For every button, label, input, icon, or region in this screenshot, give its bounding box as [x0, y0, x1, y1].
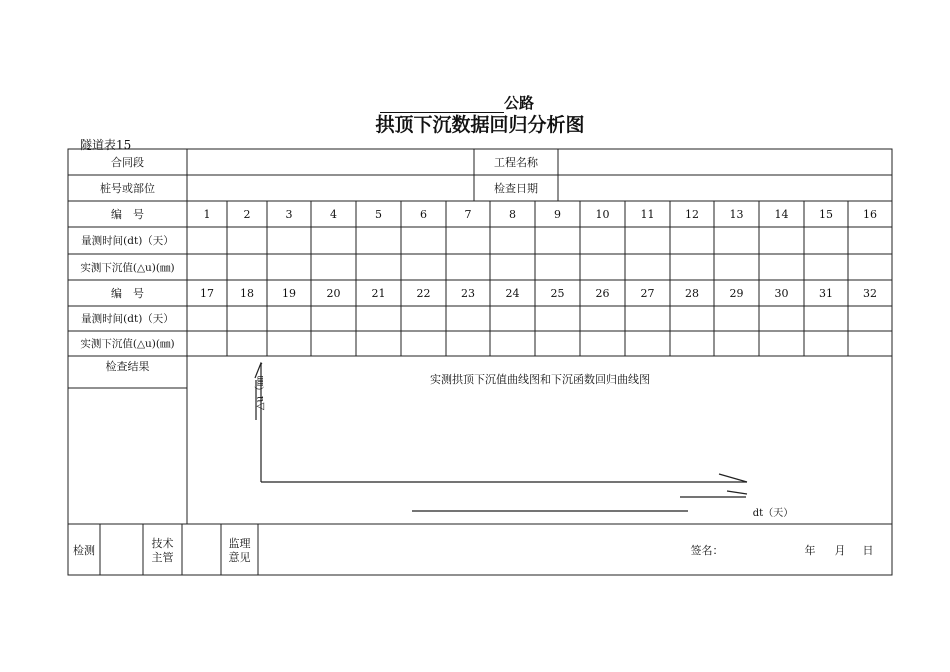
time-value-cell[interactable] [188, 228, 227, 254]
time-value-cell[interactable] [671, 307, 714, 331]
settlement-value-cell[interactable] [581, 255, 625, 280]
number-cell: 11 [640, 207, 655, 221]
time-value-cell[interactable] [447, 228, 490, 254]
number-cell: 26 [595, 286, 610, 300]
time-value-cell[interactable] [228, 228, 267, 254]
station-field[interactable] [188, 176, 474, 201]
time-value-cell[interactable] [491, 307, 535, 331]
x-axis-label: dt（天） [752, 507, 794, 519]
number-cell: 25 [550, 286, 565, 300]
check-date-field[interactable] [559, 176, 892, 201]
number-cell: 3 [285, 207, 293, 221]
settlement-value-cell[interactable] [805, 332, 848, 356]
number-cell: 5 [375, 207, 382, 221]
month-label: 月 [834, 544, 846, 557]
supervision-label-1: 监理 [228, 536, 251, 550]
number-cell: 1 [203, 207, 211, 221]
number-cell: 32 [863, 286, 877, 300]
settlement-value-cell[interactable] [581, 332, 625, 356]
settlement-value-cell[interactable] [671, 332, 714, 356]
time-value-cell[interactable] [268, 228, 311, 254]
time-value-cell[interactable] [805, 228, 848, 254]
number-cell: 21 [371, 286, 386, 300]
project-name-label: 工程名称 [494, 156, 538, 169]
tech-chief-label-1: 技术 [151, 536, 174, 550]
settlement-value-cell[interactable] [357, 255, 401, 280]
time-value-cell[interactable] [581, 307, 625, 331]
settlement-value-cell[interactable] [491, 255, 535, 280]
time-value-cell[interactable] [228, 307, 267, 331]
number-cell: 7 [464, 207, 472, 221]
settlement-value-cell[interactable] [447, 255, 490, 280]
number-cell: 6 [420, 207, 427, 221]
settlement-value-cell[interactable] [447, 332, 490, 356]
settlement-value-cell[interactable] [357, 332, 401, 356]
settlement-value-cell[interactable] [536, 255, 580, 280]
x-axis-arrow-top [719, 474, 747, 482]
number-cell: 28 [685, 286, 699, 300]
time-value-cell[interactable] [849, 307, 892, 331]
time-value-cell[interactable] [536, 228, 580, 254]
settlement-value-cell[interactable] [402, 332, 446, 356]
number-cell: 24 [505, 286, 520, 300]
settlement-value-cell[interactable] [312, 255, 356, 280]
time-value-cell[interactable] [805, 307, 848, 331]
settlement-label-1: 实测下沉值(△u)(㎜) [80, 261, 175, 274]
time-value-cell[interactable] [312, 307, 356, 331]
contract-label: 合同段 [111, 156, 144, 169]
time-value-cell[interactable] [760, 228, 804, 254]
time-value-cell[interactable] [715, 307, 759, 331]
time-value-cell[interactable] [447, 307, 490, 331]
number-cell: 10 [595, 207, 610, 221]
time-value-cell[interactable] [357, 228, 401, 254]
number-cell: 12 [685, 207, 699, 221]
number-cell: 2 [243, 207, 251, 221]
number-cell: 23 [461, 286, 475, 300]
page-title: 拱顶下沉数据回归分析图 [375, 114, 585, 136]
time-value-cell[interactable] [312, 228, 356, 254]
time-value-cell[interactable] [402, 228, 446, 254]
number-label-1: 编 号 [111, 208, 144, 221]
number-cell: 18 [240, 286, 254, 300]
year-label: 年 [804, 544, 816, 557]
settlement-value-cell[interactable] [312, 332, 356, 356]
settlement-value-cell[interactable] [626, 255, 670, 280]
signature-label: 签名： [690, 544, 724, 557]
settlement-value-cell[interactable] [491, 332, 535, 356]
time-value-cell[interactable] [760, 307, 804, 331]
settlement-value-cell[interactable] [626, 332, 670, 356]
number-cell: 14 [774, 207, 789, 221]
settlement-value-cell[interactable] [188, 255, 227, 280]
settlement-value-cell[interactable] [188, 332, 227, 356]
number-cell: 31 [819, 286, 833, 300]
settlement-value-cell[interactable] [536, 332, 580, 356]
settlement-value-cell[interactable] [671, 255, 714, 280]
time-value-cell[interactable] [626, 307, 670, 331]
settlement-value-cell[interactable] [715, 255, 759, 280]
number-cell: 27 [640, 286, 655, 300]
number-cell: 16 [863, 207, 877, 221]
settlement-label-2: 实测下沉值(△u)(㎜) [80, 338, 175, 350]
time-value-cell[interactable] [581, 228, 625, 254]
time-value-cell[interactable] [188, 307, 227, 331]
number-cell: 19 [282, 286, 296, 300]
time-value-cell[interactable] [491, 228, 535, 254]
title-road-label: 公路 [504, 94, 535, 112]
number-cell: 13 [729, 207, 744, 221]
time-label-2: 量测时间(dt)（天） [81, 313, 174, 325]
time-value-cell[interactable] [402, 307, 446, 331]
settlement-value-cell[interactable] [268, 255, 311, 280]
time-value-cell[interactable] [536, 307, 580, 331]
number-cell: 29 [729, 286, 744, 300]
time-value-cell[interactable] [849, 228, 892, 254]
settlement-value-cell[interactable] [268, 332, 311, 356]
supervision-label-2: 意见 [228, 550, 251, 564]
number-cell: 8 [509, 207, 516, 221]
number-cell: 15 [819, 207, 833, 221]
settlement-value-cell[interactable] [805, 255, 848, 280]
station-label: 桩号或部位 [100, 182, 155, 195]
number-cell: 4 [330, 207, 337, 221]
number-cell: 22 [416, 286, 431, 300]
inspect-label: 检测 [73, 543, 95, 557]
y-axis-label: △u（㎜ [255, 375, 266, 411]
check-date-label: 检查日期 [494, 182, 538, 195]
number-cell: 9 [554, 207, 561, 221]
settlement-value-cell[interactable] [715, 332, 759, 356]
result-label: 检查结果 [105, 360, 150, 373]
time-value-cell[interactable] [268, 307, 311, 331]
time-label-1: 量测时间(dt)（天） [81, 235, 174, 247]
number-label-2: 编 号 [111, 287, 144, 300]
number-cell: 30 [774, 286, 789, 300]
chart-title: 实测拱顶下沉值曲线图和下沉函数回归曲线图 [430, 373, 650, 386]
settlement-value-cell[interactable] [402, 255, 446, 280]
settlement-value-cell[interactable] [849, 332, 892, 356]
day-label: 日 [862, 544, 874, 557]
time-value-cell[interactable] [671, 228, 714, 254]
settlement-value-cell[interactable] [228, 255, 267, 280]
number-cell: 20 [326, 286, 341, 300]
contract-field[interactable] [188, 150, 474, 175]
settlement-value-cell[interactable] [760, 332, 804, 356]
settlement-value-cell[interactable] [228, 332, 267, 356]
time-value-cell[interactable] [357, 307, 401, 331]
time-value-cell[interactable] [715, 228, 759, 254]
project-name-field[interactable] [559, 150, 892, 175]
number-cell: 17 [200, 286, 214, 300]
time-value-cell[interactable] [626, 228, 670, 254]
form-number: 隧道表15 [80, 138, 132, 152]
tech-chief-label-2: 主管 [151, 550, 174, 564]
settlement-value-cell[interactable] [849, 255, 892, 280]
settlement-value-cell[interactable] [760, 255, 804, 280]
